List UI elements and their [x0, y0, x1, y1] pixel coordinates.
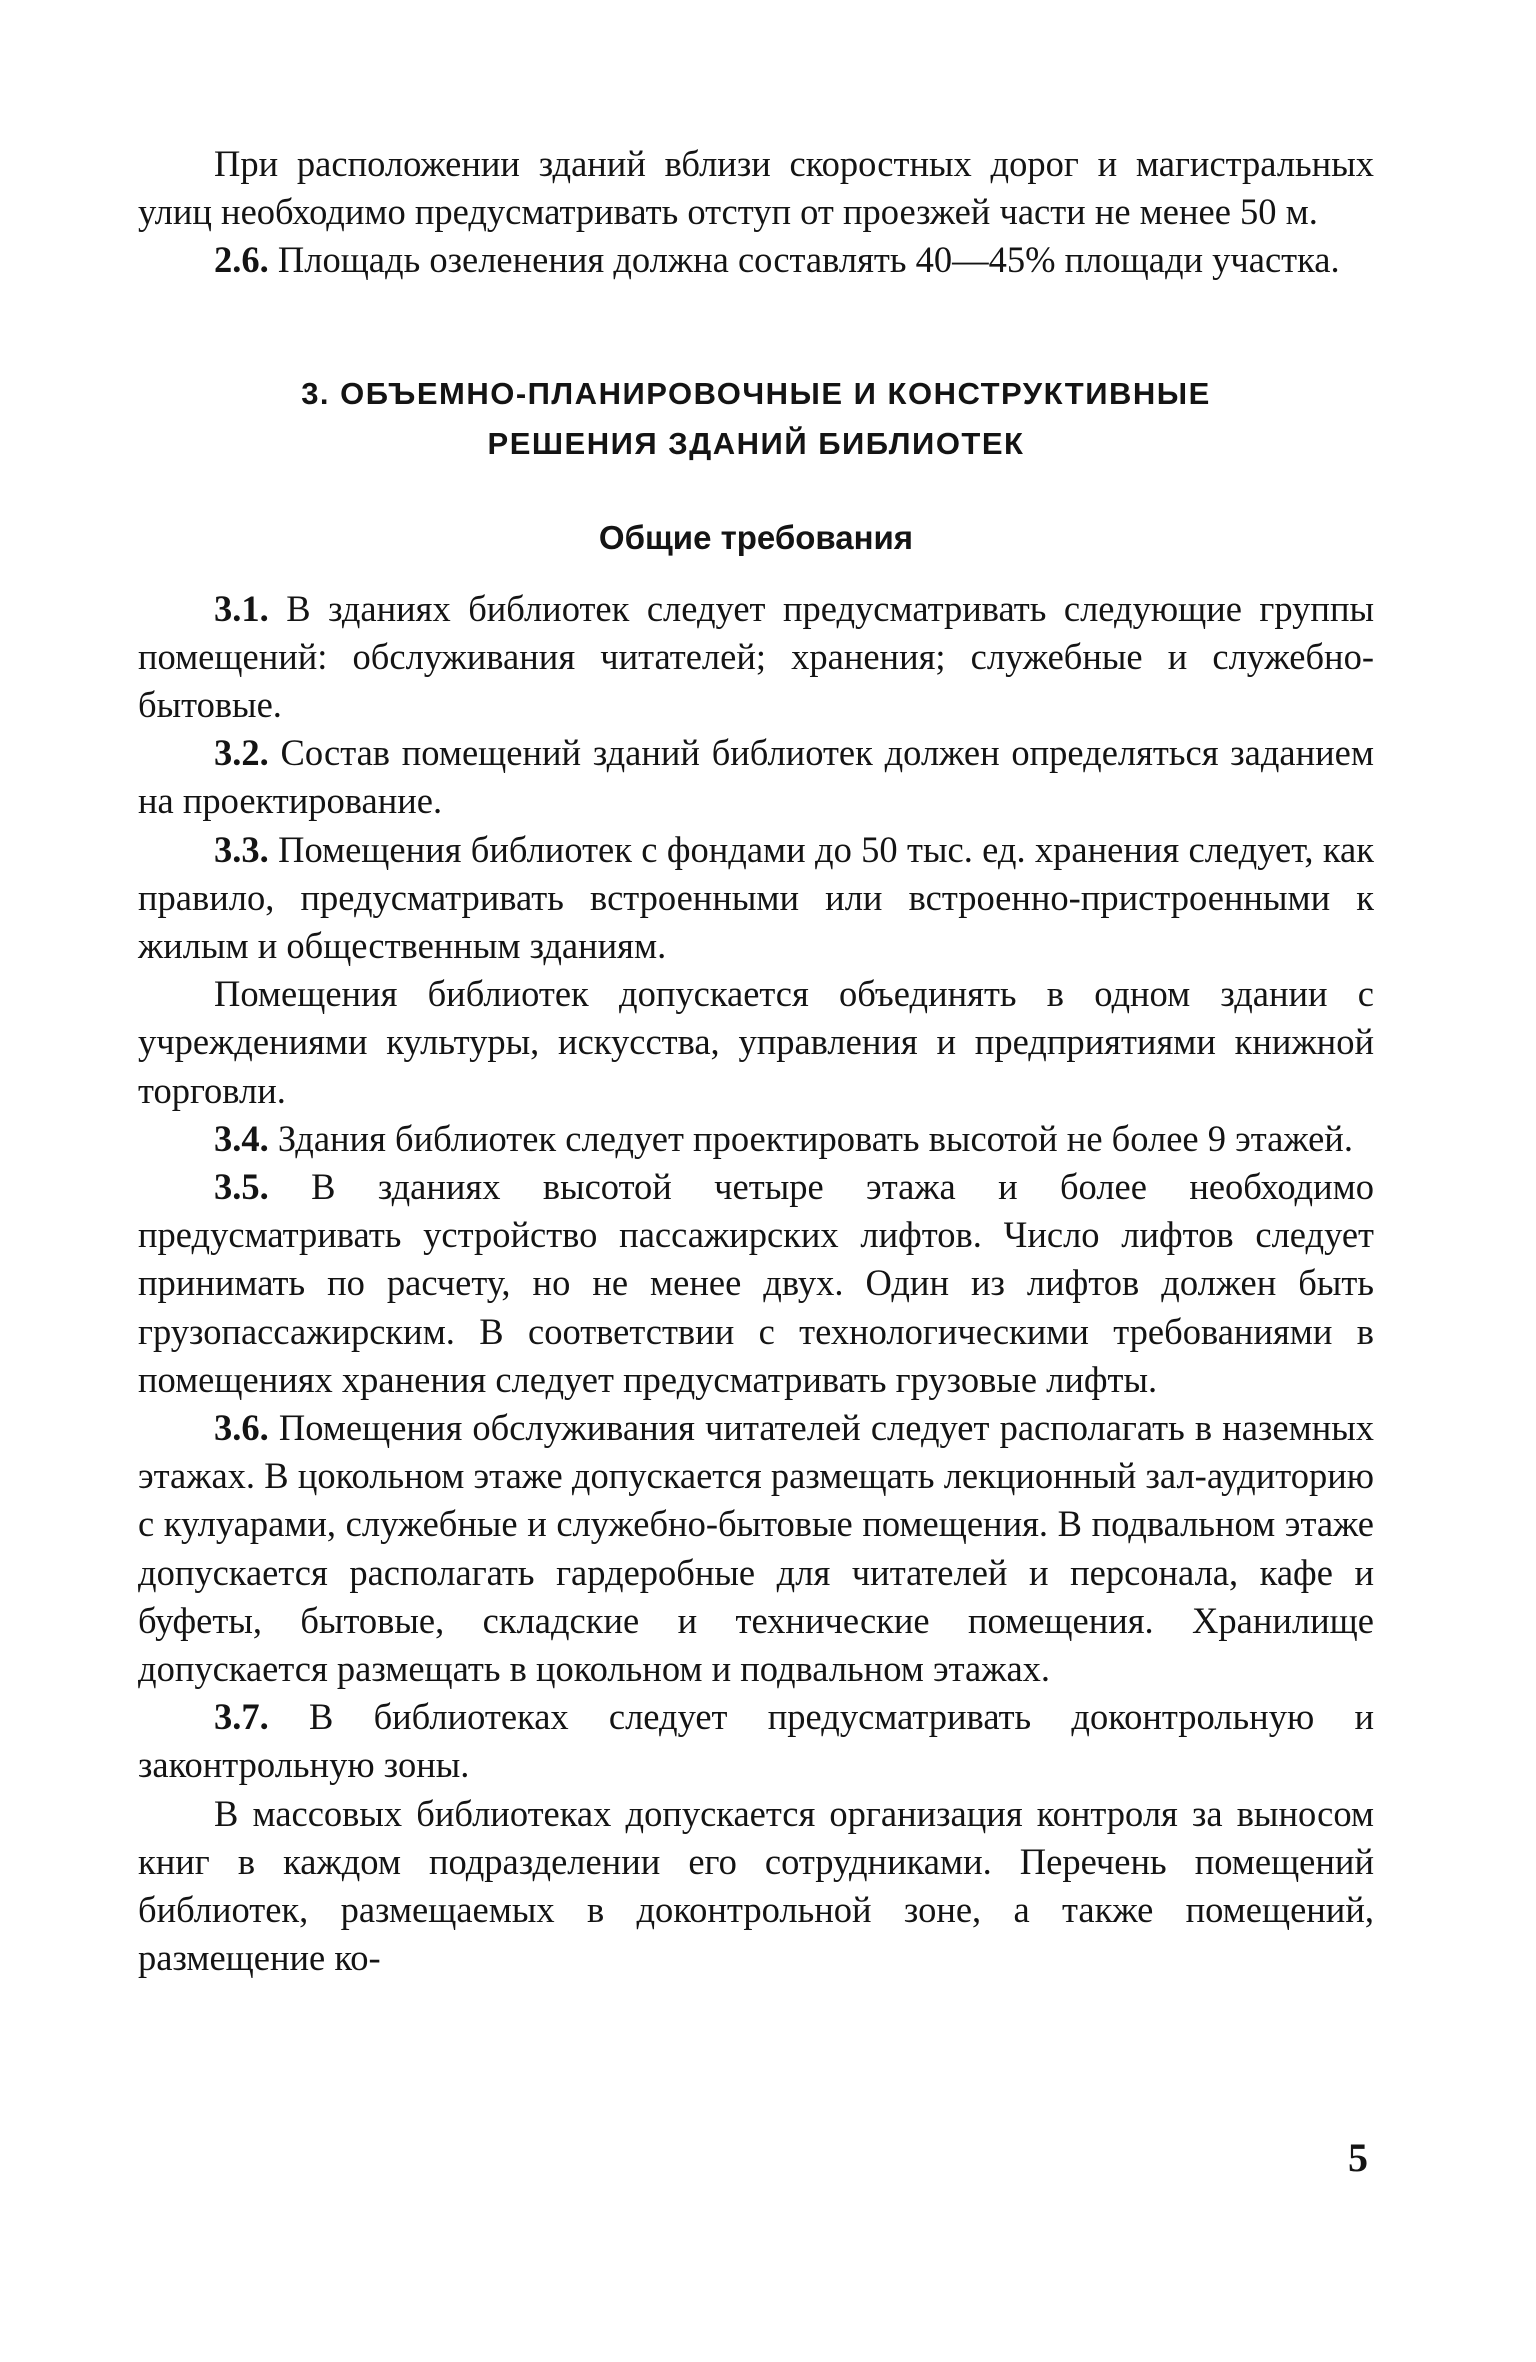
- subsection-heading: Общие требования: [598, 518, 914, 556]
- clause-number: 3.1.: [214, 587, 269, 629]
- clause-number: 3.6.: [214, 1407, 269, 1449]
- paragraph-3-3-continued: Помещения библиотек допускается объединять в одном здании с учреждениями культуры, искусства, управления и предприятиями книжной торговли.: [138, 973, 1374, 1111]
- clause-number: 3.7.: [214, 1696, 269, 1738]
- page-body: [138, 140, 1374, 1983]
- page-number: 5: [1348, 2135, 1368, 2180]
- paragraph-3-6: 3.6. Помещения обслуживания читателей следует располагать в наземных этажах. В цокольном этаже допускается размещать лекционный зал-аудиторию с кулуарами, служебные и служебно-бытовые помещения. В подвальном этаже допускается располагать гардеробные для читателей и персонала, кафе и буфеты, бытовые, складские и технические помещения. Хранилище допускается размещать в цокольном и подвальном этажах.: [138, 1407, 1374, 1690]
- paragraph-3-7: 3.7. В библиотеках следует предусматривать доконтрольную и законтрольную зоны.: [138, 1696, 1374, 1786]
- paragraph-3-2: 3.2. Состав помещений зданий библиотек должен определяться заданием на проектирование.: [138, 732, 1374, 822]
- clause-number: 2.6.: [214, 239, 269, 281]
- clause-number: 3.2.: [214, 732, 269, 774]
- clause-number: 3.5.: [214, 1166, 269, 1208]
- clause-number: 3.3.: [214, 828, 269, 870]
- paragraph-3-1: 3.1. В зданиях библиотек следует предусматривать следующие группы помещений: обслуживания читателей; хранения; служебные и служебно-бытовые.: [138, 587, 1374, 726]
- paragraph-3-3: 3.3. Помещения библиотек с фондами до 50 тыс. ед. хранения следует, как правило, предусматривать встроенными или встроенно-пристроенными к жилым и общественным зданиям.: [138, 828, 1374, 967]
- clause-number: 3.4.: [214, 1117, 269, 1159]
- paragraph-intro: При расположении зданий вблизи скоростных дорог и магистральных улиц необходимо предусматривать отступ от проезжей части не менее 50 м.: [138, 143, 1374, 233]
- section-heading: 3. ОБЪЕМНО-ПЛАНИРОВОЧНЫЕ И КОНСТРУКТИВНЫЕ РЕШЕНИЯ ЗДАНИЙ БИБЛИОТЕК: [301, 375, 1211, 461]
- paragraph-3-4: 3.4. Здания библиотек следует проектировать высотой не более 9 этажей.: [214, 1117, 1353, 1159]
- paragraph-3-5: 3.5. В зданиях высотой четыре этажа и более необходимо предусматривать устройство пассажирских лифтов. Число лифтов следует принимать по расчету, но не менее двух. Один из лифтов должен быть грузопассажирским. В соответствии с технологическими требованиями в помещениях хранения следует предусматривать грузовые лифты.: [138, 1166, 1374, 1400]
- paragraph-3-7-continued: В массовых библиотеках допускается организация контроля за выносом книг в каждом подразделении его сотрудниками. Перечень помещений библиотек, размещаемых в доконтрольной зоне, а также помещений, размещение ко-: [138, 1792, 1374, 1979]
- paragraph-2-6: 2.6. Площадь озеленения должна составлять 40—45% площади участка.: [214, 239, 1340, 281]
